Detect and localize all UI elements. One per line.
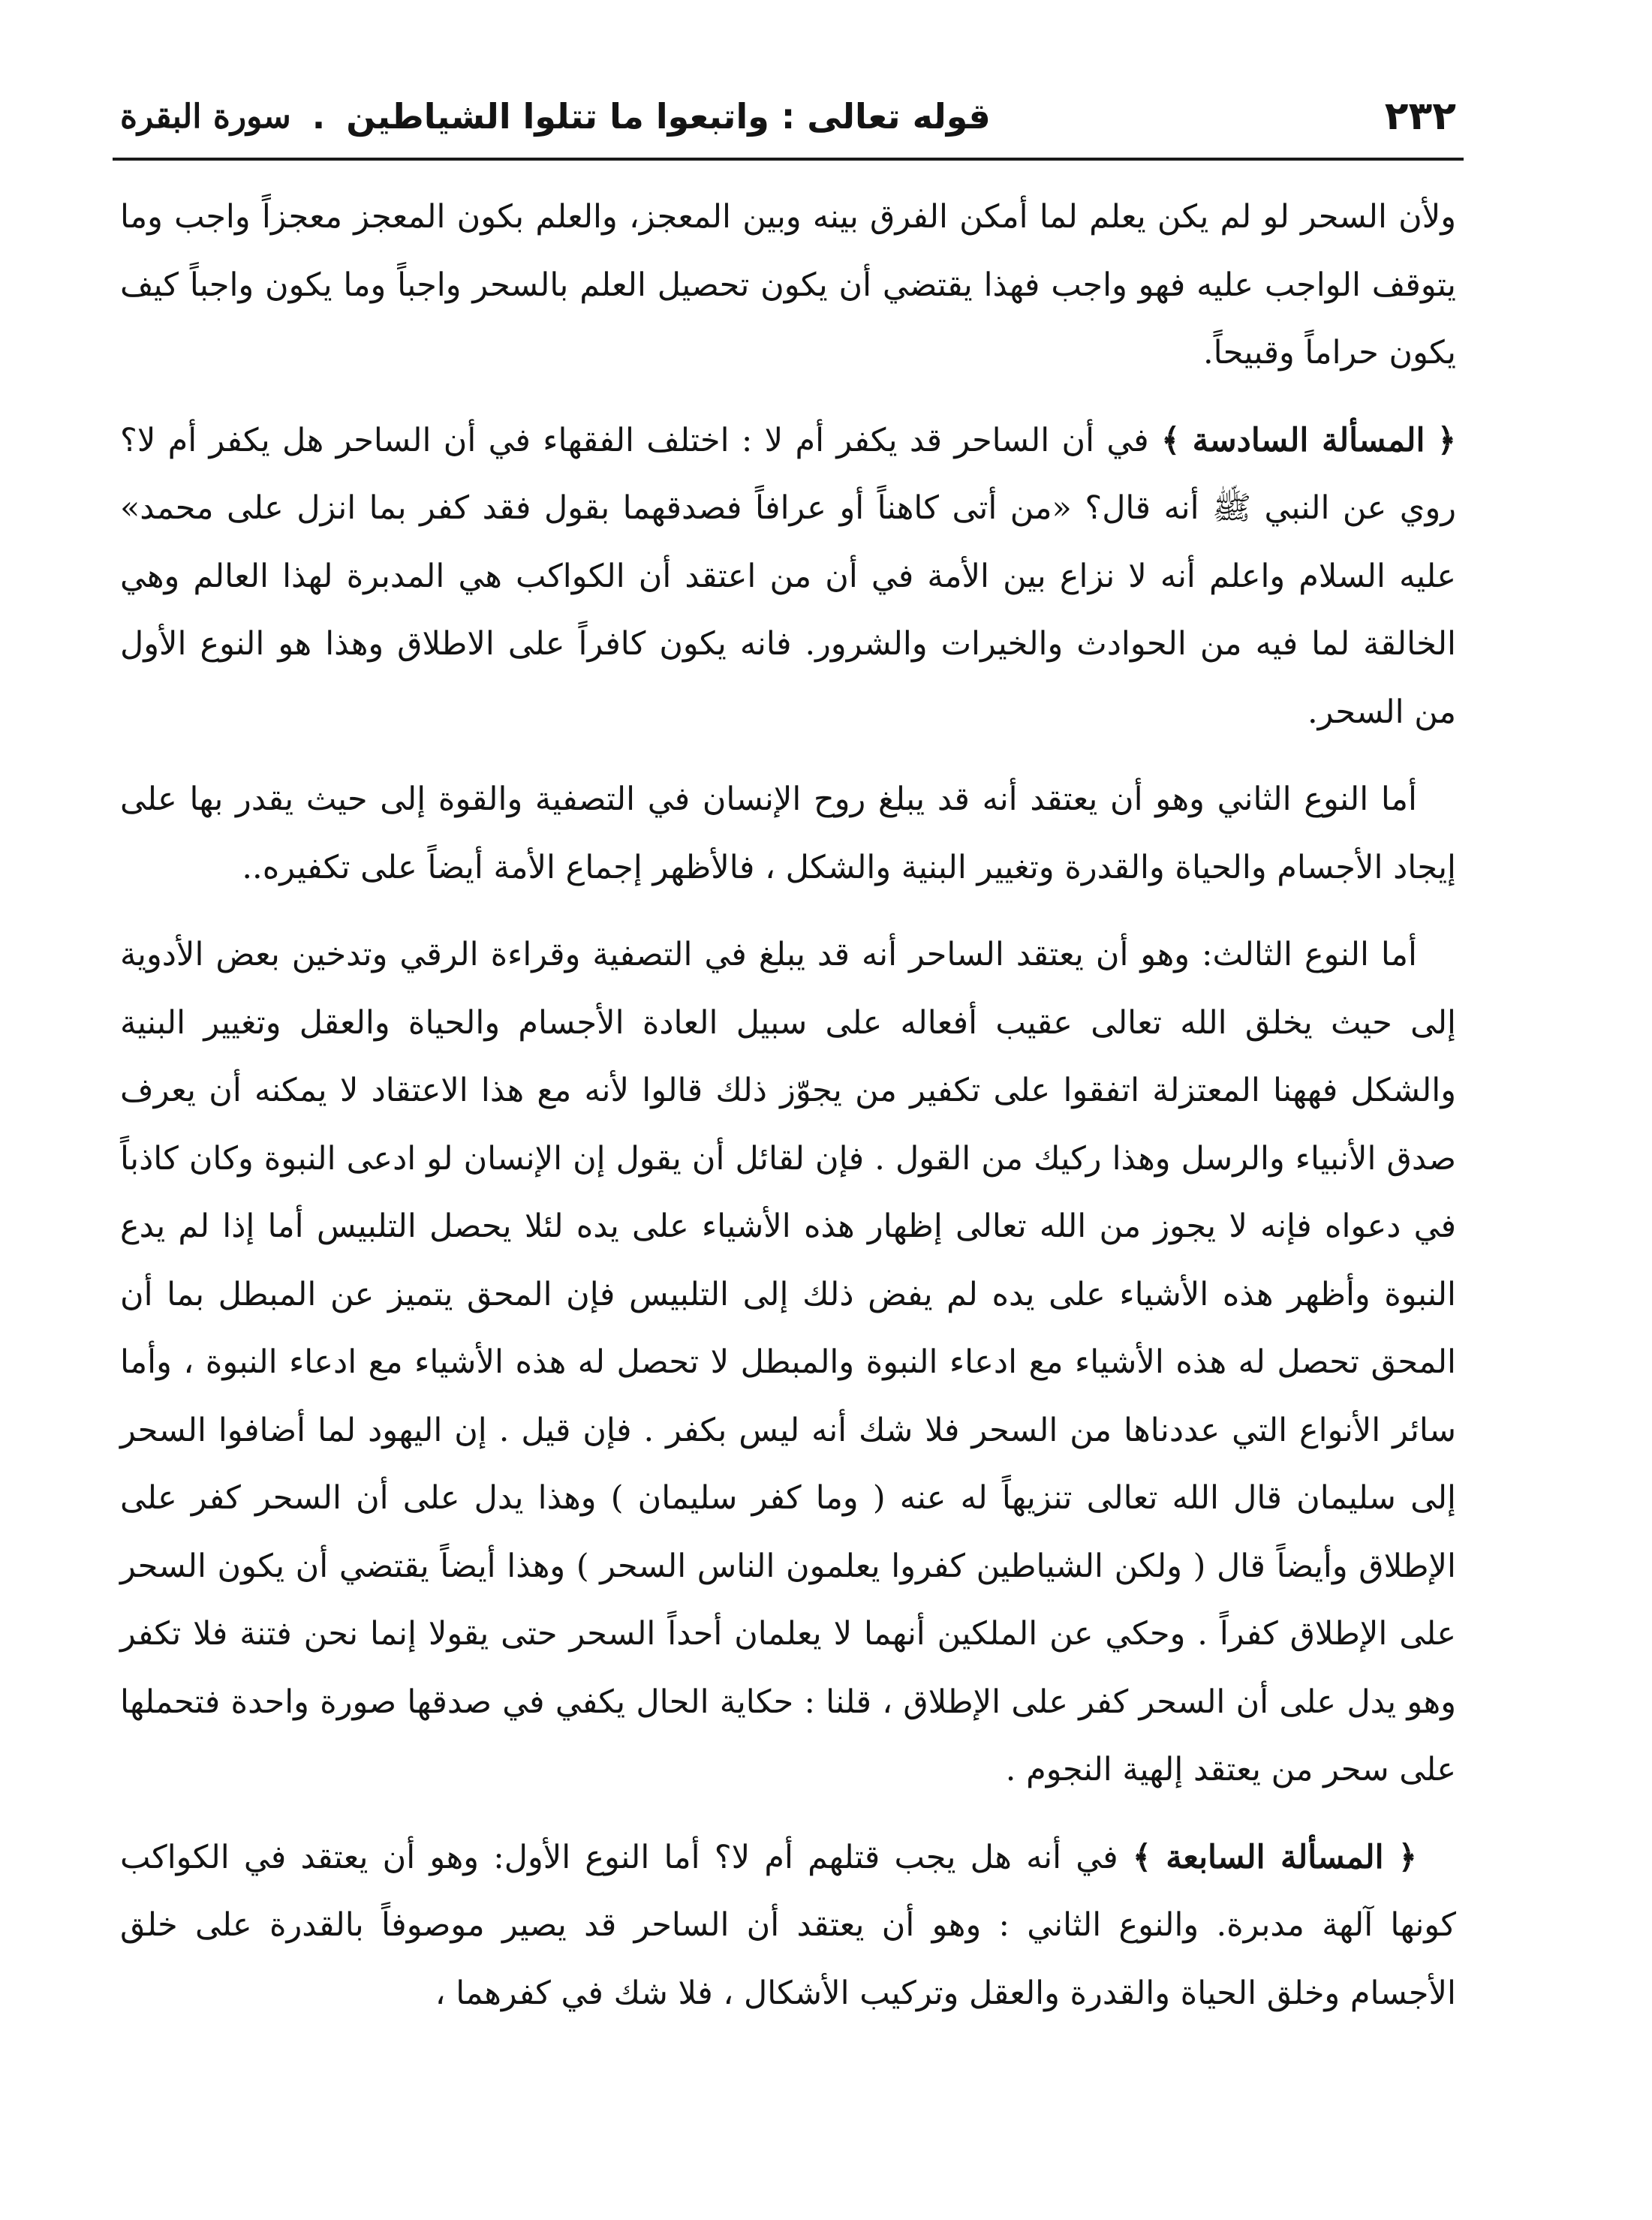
header-title: قوله تعالى : واتبعوا ما تتلوا الشياطين bbox=[346, 96, 991, 137]
ornate-bracket-open: ﴿ bbox=[1437, 421, 1457, 459]
ornate-bracket-close: ﴾ bbox=[1161, 421, 1181, 459]
ornate-bracket-close: ﴾ bbox=[1132, 1838, 1152, 1876]
paragraph-2 bbox=[113, 407, 1464, 747]
section-heading: المسألة السابعة bbox=[1166, 1838, 1384, 1876]
ornate-bracket-open: ﴿ bbox=[1398, 1838, 1417, 1876]
paragraph-5 bbox=[113, 1824, 1464, 2028]
paragraph-text: أما النوع الثاني وهو أن يعتقد أنه قد يبلغ روح الإنسان في التصفية والقوة إلى حيث يقدر بها على إيجاد الأجسام والحياة والقدرة وتغيير البنية والشكل ، فالأظهر إجماع الأمة أيضاً على تكفيره.. bbox=[120, 781, 1456, 886]
paragraph-text: أما النوع الثالث: وهو أن يعتقد الساحر أنه قد يبلغ في التصفية وقراءة الرقي وتدخين بعض الأدوية إلى حيث يخلق الله تعالى عقيب أفعاله على سبيل العادة الأجسام والحياة والعقل وتغيير البنية والشكل فههنا المعتزلة اتفقوا على تكفير من يجوّز ذلك قالوا لأنه مع هذا الاعتقاد لا يمكنه أن يعرف صدق الأنبياء والرسل وهذا ركيك من القول . فإن لقائل أن يقول إن الإنسان لو ادعى النبوة وكان كاذباً في دعواه فإنه لا يجوز من الله تعالى إظهار هذه الأشياء على يده لئلا يحصل التلبيس أما إذا لم يدع النبوة وأظهر هذه الأشياء على يده لم يفض ذلك إلى التلبيس فإن المحق يتميز عن المبطل بما أن المحق تحصل له هذه الأشياء مع ادعاء النبوة والمبطل لا تحصل له هذه الأشياء مع ادعاء النبوة ، وأما سائر الأنواع التي عددناها من السحر فلا شك أنه ليس بكفر . فإن قيل . إن اليهود لما أضافوا السحر إلى سليمان قال الله تعالى تنزيهاً له عنه ( وما كفر سليمان ) وهذا يدل على أن السحر كفر على الإطلاق وأيضاً قال ( ولكن الشياطين كفروا يعلمون الناس السحر ) وهذا أيضاً يقتضي أن يكون السحر على الإطلاق كفراً . وحكي عن الملكين أنهما لا يعلمان أحداً السحر حتى يقولا إنما نحن فتنة فلا تكفر وهو يدل على أن السحر كفر على الإطلاق ، قلنا : حكاية الحال يكفي في صدقها صورة واحدة فتحملها على سحر من يعتقد إلهية النجوم . bbox=[120, 936, 1456, 1788]
page-header bbox=[113, 75, 1464, 161]
paragraph-text: في أنه هل يجب قتلهم أم لا؟ أما النوع الأول: وهو أن يعتقد في الكواكب كونها آلهة مدبرة. والنوع الثاني : وهو أن يعتقد أن الساحر قد يصير موصوفاً بالقدرة على خلق الأجسام وخلق الحياة والقدرة والعقل وتركيب الأشكال ، فلا شك في كفرهما ، bbox=[120, 1838, 1456, 2012]
surah-name: سورة البقرة bbox=[120, 97, 291, 136]
body-text bbox=[113, 183, 1464, 2027]
running-title bbox=[120, 96, 991, 137]
section-heading: المسألة السادسة bbox=[1192, 421, 1425, 459]
page-number: ٢٣٢ bbox=[1384, 94, 1456, 139]
header-separator: . bbox=[311, 96, 326, 137]
paragraph-4 bbox=[113, 921, 1464, 1804]
book-page bbox=[113, 75, 1464, 2146]
paragraph-text: ولأن السحر لو لم يكن يعلم لما أمكن الفرق بينه وبين المعجز، والعلم بكون المعجز معجزاً واجب وما يتوقف الواجب عليه فهو واجب فهذا يقتضي أن يكون تحصيل العلم بالسحر واجباً وما يكون واجباً كيف يكون حراماً وقبيحاً. bbox=[120, 198, 1456, 372]
paragraph-3 bbox=[113, 766, 1464, 901]
paragraph-1 bbox=[113, 183, 1464, 387]
paragraph-text: في أن الساحر قد يكفر أم لا : اختلف الفقهاء في أن الساحر هل يكفر أم لا؟ روي عن النبي ﷺ أنه قال؟ «من أتى كاهناً أو عرافاً فصدقهما بقول فقد كفر بما انزل على محمد» عليه السلام واعلم أنه لا نزاع بين الأمة في أن من اعتقد أن الكواكب هي المدبرة لهذا العالم وهي الخالقة لما فيه من الحوادث والخيرات والشرور. فانه يكون كافراً على الاطلاق وهذا هو النوع الأول من السحر. bbox=[120, 421, 1456, 731]
